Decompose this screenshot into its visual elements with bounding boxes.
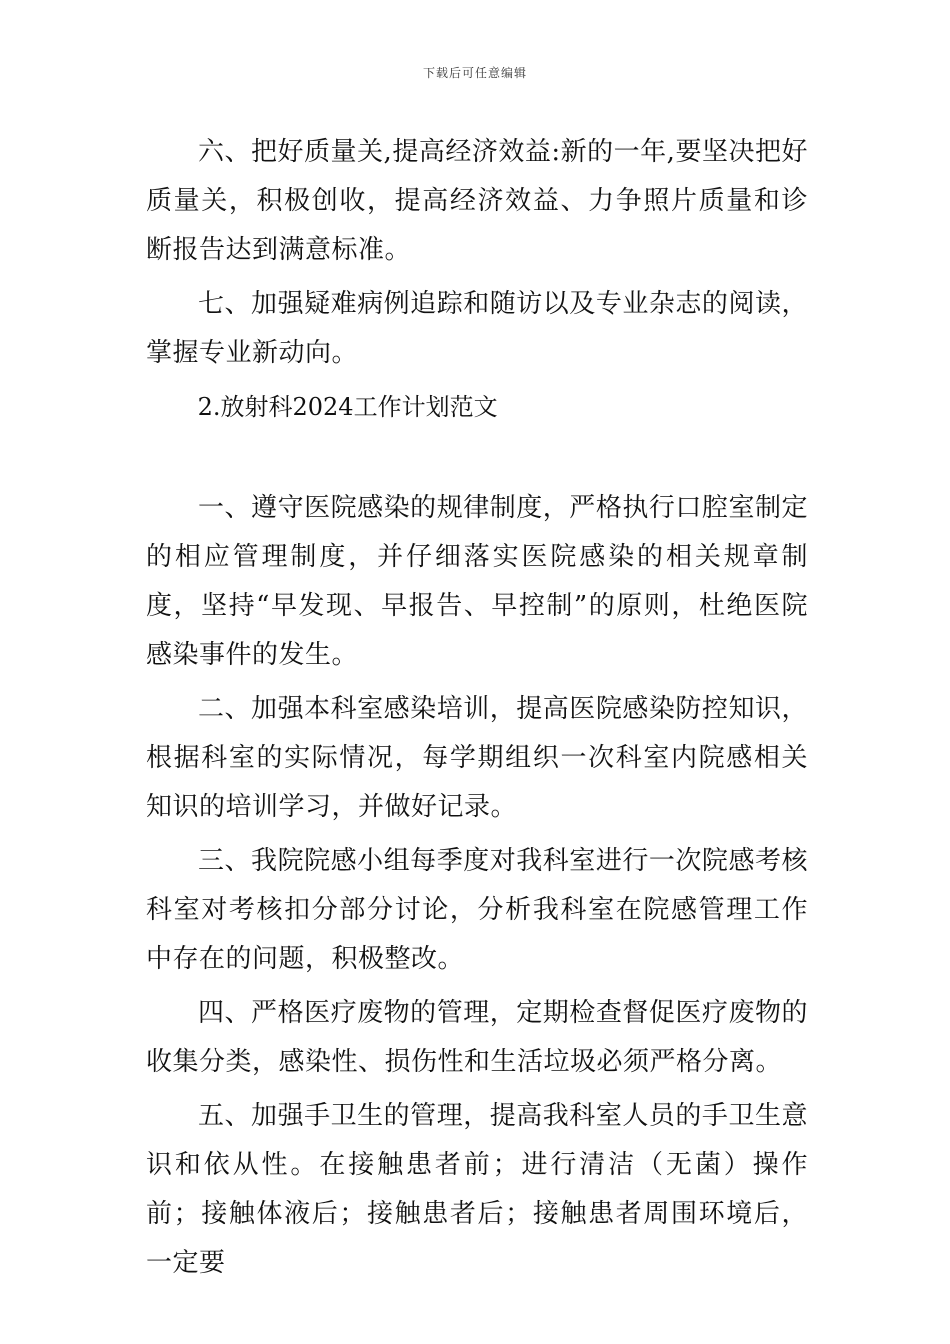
page-header: 下载后可任意编辑: [422, 66, 527, 80]
paragraph-six: 六、把好质量关,提高经济效益:新的一年,要坚决把好质量关，积极创收，提高经济效益、力争照片质量和诊断报告达到满意标准。: [146, 137, 808, 265]
paragraph-four: 四、严格医疗废物的管理，定期检查督促医疗废物的收集分类，感染性、损伤性和生活垃圾必须严格分离。: [146, 998, 808, 1077]
paragraph-three: 三、我院院感小组每季度对我科室进行一次院感考核科室对考核扣分部分讨论，分析我科室在院感管理工作中存在的问题，积极整改。: [146, 846, 808, 974]
paragraph-seven: 七、加强疑难病例追踪和随访以及专业杂志的阅读，掌握专业新动向。: [146, 289, 808, 368]
paragraph-one: 一、遵守医院感染的规律制度，严格执行口腔室制定的相应管理制度，并仔细落实医院感染的相关规章制度，坚持“早发现、早报告、早控制”的原则，杜绝医院感染事件的发生。: [146, 493, 808, 670]
document-body: [146, 128, 808, 1293]
paragraph-two: 二、加强本科室感染培训，提高医院感染防控知识，根据科室的实际情况，每学期组织一次科室内院感相关知识的培训学习，并做好记录。: [146, 694, 808, 822]
section-spacer: [146, 437, 808, 484]
paragraph-five: 五、加强手卫生的管理，提高我科室人员的手卫生意识和依从性。在接触患者前；进行清洁（无菌）操作前；接触体液后；接触患者后；接触患者周围环境后，一定要: [146, 1101, 808, 1278]
section-heading: 2.放射科2024工作计划范文: [197, 393, 498, 421]
